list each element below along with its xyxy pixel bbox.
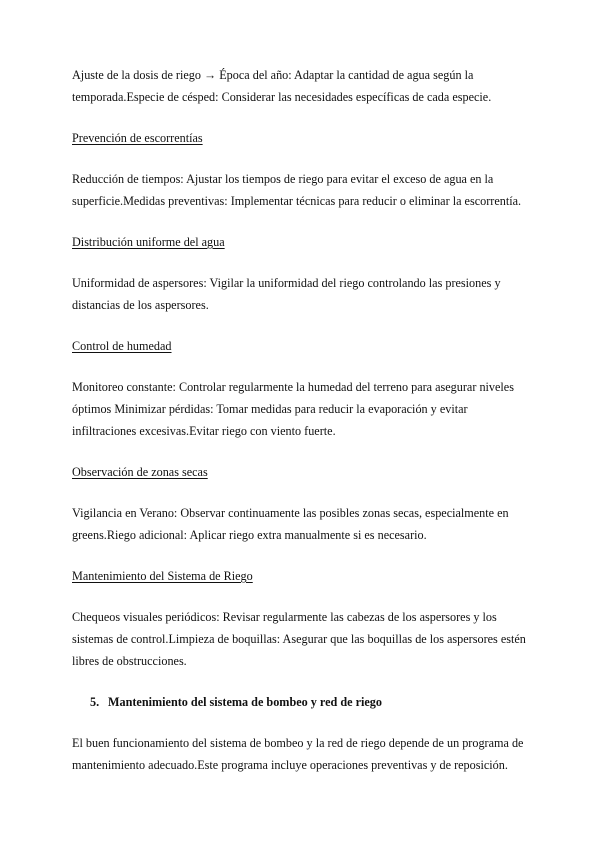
heading-control-humedad: Control de humedad bbox=[72, 339, 172, 353]
section-5-title-text: Mantenimiento del sistema de bombeo y red de riego bbox=[108, 695, 382, 709]
heading-prevencion-escorrentias: Prevención de escorrentías bbox=[72, 131, 203, 145]
paragraph-zonas-secas: Vigilancia en Verano: Observar continuamente las posibles zonas secas, especialmente en greens.Riego adicional: Aplicar riego extra manualmente si es necesario. bbox=[72, 506, 509, 542]
paragraph-section-5: El buen funcionamiento del sistema de bombeo y la red de riego depende de un programa de mantenimiento adecuado.Este programa incluye operaciones preventivas y de reposición. bbox=[72, 736, 524, 772]
paragraph-distribucion-uniforme: Uniformidad de aspersores: Vigilar la uniformidad del riego controlando las presiones y distancias de los aspersores. bbox=[72, 276, 501, 312]
heading-zonas-secas: Observación de zonas secas bbox=[72, 465, 208, 479]
paragraph-mantenimiento-sistema-riego: Chequeos visuales periódicos: Revisar regularmente las cabezas de los aspersores y los sistemas de control.Limpieza de boquillas: Asegurar que las boquillas de los aspersores estén libres de obstrucciones. bbox=[72, 610, 526, 668]
heading-mantenimiento-sistema-riego: Mantenimiento del Sistema de Riego bbox=[72, 569, 253, 583]
section-5-title bbox=[72, 691, 528, 713]
section-5-number: 5. bbox=[90, 695, 100, 709]
paragraph-control-humedad: Monitoreo constante: Controlar regularmente la humedad del terreno para asegurar niveles óptimos Minimizar pérdidas: Tomar medidas para reducir la evaporación y evitar infiltraciones excesivas.Evitar riego con viento fuerte. bbox=[72, 380, 514, 438]
heading-distribucion-uniforme: Distribución uniforme del agua bbox=[72, 235, 225, 249]
paragraph-prevencion-escorrentias: Reducción de tiempos: Ajustar los tiempos de riego para evitar el exceso de agua en la superficie.Medidas preventivas: Implementar técnicas para reducir o eliminar la escorrentía. bbox=[72, 172, 522, 208]
document-page bbox=[72, 64, 528, 776]
intro-paragraph: Ajuste de la dosis de riego → Época del año: Adaptar la cantidad de agua según la temporada.Especie de césped: Considerar las necesidades específicas de cada especie. bbox=[72, 68, 492, 104]
